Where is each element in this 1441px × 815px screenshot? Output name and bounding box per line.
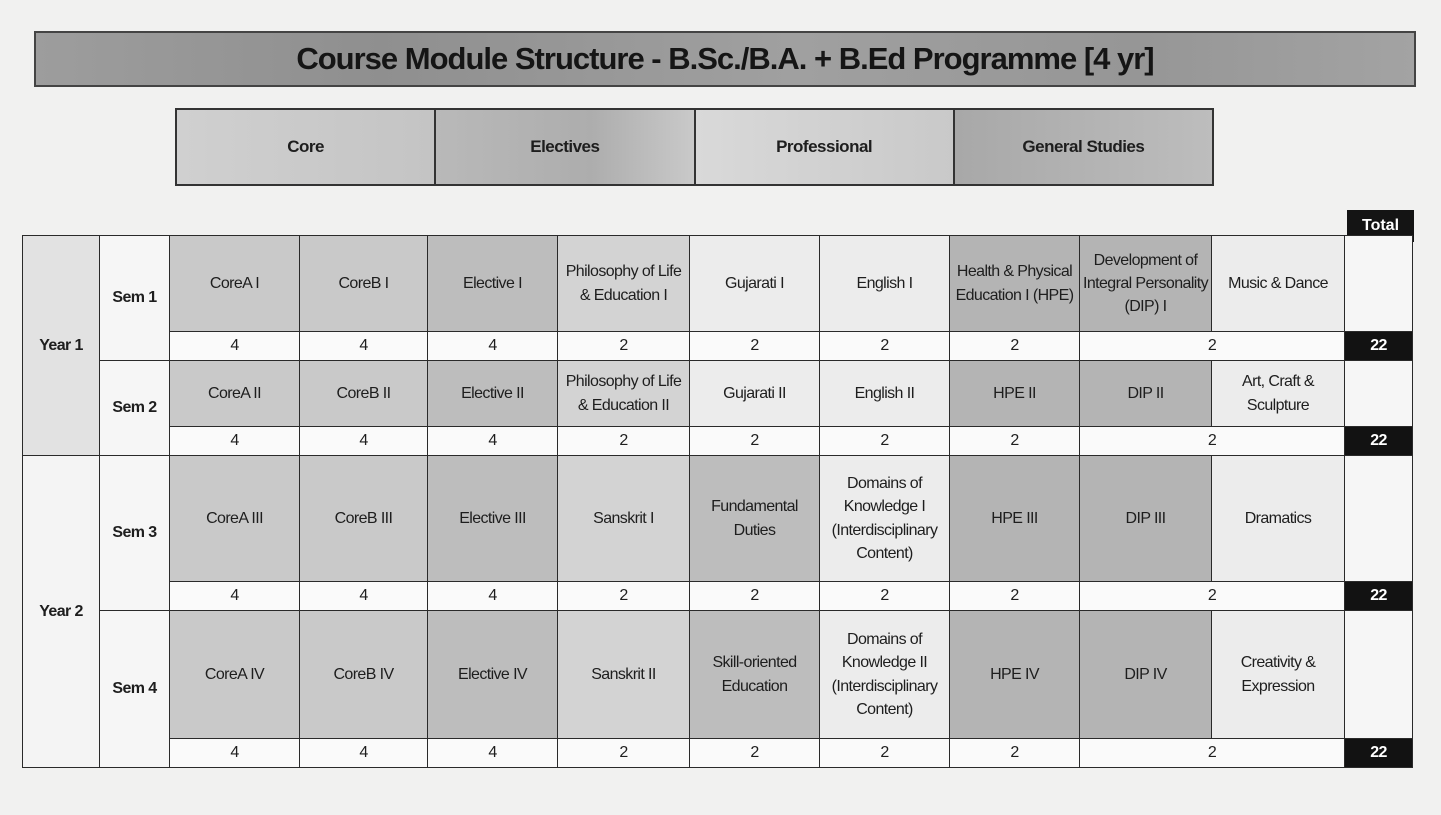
course-cell: Domains of Knowledge II (Interdisciplinary Content) (820, 611, 950, 739)
sem-label: Sem 2 (100, 361, 170, 456)
credit-cell: 2 (558, 739, 690, 768)
course-cell: Elective II (428, 361, 558, 427)
credit-cell: 2 (950, 332, 1080, 361)
credit-cell: 2 (820, 332, 950, 361)
credit-cell: 2 (820, 582, 950, 611)
credit-cell: 4 (300, 332, 428, 361)
credit-cell: 4 (170, 582, 300, 611)
credit-cell: 2 (1080, 332, 1345, 361)
legend-general-studies: General Studies (955, 110, 1212, 184)
sem-label: Sem 1 (100, 236, 170, 361)
year-label: Year 1 (23, 236, 100, 456)
credit-cell: 4 (300, 582, 428, 611)
course-cell: DIP IV (1080, 611, 1212, 739)
credit-cell: 2 (820, 739, 950, 768)
course-cell: CoreA IV (170, 611, 300, 739)
course-cell: Fundamental Duties (690, 456, 820, 582)
total-cell-blank (1345, 611, 1413, 739)
course-cell: Dramatics (1212, 456, 1345, 582)
course-cell: CoreB III (300, 456, 428, 582)
credit-cell: 4 (300, 427, 428, 456)
course-cell: Development of Integral Personality (DIP) I (1080, 236, 1212, 332)
page-title (34, 31, 1416, 87)
total-cell-blank (1345, 361, 1413, 427)
legend-professional: Professional (696, 110, 955, 184)
sem-label: Sem 3 (100, 456, 170, 611)
credit-cell: 2 (558, 332, 690, 361)
course-cell: CoreB I (300, 236, 428, 332)
course-cell: Gujarati I (690, 236, 820, 332)
course-cell: HPE III (950, 456, 1080, 582)
table-row (23, 236, 1413, 332)
credit-cell: 2 (1080, 427, 1345, 456)
course-cell: DIP II (1080, 361, 1212, 427)
category-legend (175, 108, 1214, 186)
legend-electives: Electives (436, 110, 695, 184)
course-cell: Gujarati II (690, 361, 820, 427)
module-table (22, 235, 1413, 768)
credit-cell: 2 (690, 582, 820, 611)
credit-cell: 4 (170, 427, 300, 456)
credit-row (23, 332, 1413, 361)
total-header: Total (1347, 210, 1414, 242)
credit-cell: 4 (428, 427, 558, 456)
credit-cell: 4 (170, 739, 300, 768)
legend-core: Core (177, 110, 436, 184)
course-cell: Music & Dance (1212, 236, 1345, 332)
course-cell: English II (820, 361, 950, 427)
credit-cell: 2 (950, 427, 1080, 456)
course-cell: Elective III (428, 456, 558, 582)
credit-cell: 2 (690, 332, 820, 361)
credit-cell: 2 (950, 582, 1080, 611)
credit-cell: 2 (950, 739, 1080, 768)
course-cell: CoreB IV (300, 611, 428, 739)
year-label: Year 2 (23, 456, 100, 768)
course-cell: CoreB II (300, 361, 428, 427)
course-cell: Health & Physical Education I (HPE) (950, 236, 1080, 332)
course-cell: HPE II (950, 361, 1080, 427)
credit-cell: 2 (690, 739, 820, 768)
credit-row (23, 427, 1413, 456)
course-cell: Creativity & Expression (1212, 611, 1345, 739)
course-cell: Domains of Knowledge I (Interdisciplinary Content) (820, 456, 950, 582)
course-cell: Skill-oriented Education (690, 611, 820, 739)
credit-cell: 4 (428, 739, 558, 768)
course-cell: Sanskrit II (558, 611, 690, 739)
course-cell: CoreA III (170, 456, 300, 582)
course-cell: Elective I (428, 236, 558, 332)
credit-cell: 2 (1080, 582, 1345, 611)
sem-label: Sem 4 (100, 611, 170, 768)
course-cell: Sanskrit I (558, 456, 690, 582)
table-row (23, 611, 1413, 739)
total-value: 22 (1345, 427, 1413, 456)
credit-cell: 2 (558, 427, 690, 456)
credit-cell: 4 (428, 582, 558, 611)
course-cell: CoreA II (170, 361, 300, 427)
credit-cell: 2 (558, 582, 690, 611)
total-cell-blank (1345, 236, 1413, 332)
total-cell-blank (1345, 456, 1413, 582)
course-cell: CoreA I (170, 236, 300, 332)
table-row (23, 456, 1413, 582)
credit-cell: 4 (300, 739, 428, 768)
course-cell: English I (820, 236, 950, 332)
credit-cell: 4 (428, 332, 558, 361)
course-cell: Elective IV (428, 611, 558, 739)
credit-row (23, 582, 1413, 611)
credit-cell: 2 (1080, 739, 1345, 768)
total-value: 22 (1345, 582, 1413, 611)
title-text: Course Module Structure - B.Sc./B.A. + B.Ed Programme [4 yr] (296, 41, 1154, 76)
credit-cell: 2 (820, 427, 950, 456)
credit-cell: 4 (170, 332, 300, 361)
credit-cell: 2 (690, 427, 820, 456)
course-cell: HPE IV (950, 611, 1080, 739)
total-value: 22 (1345, 739, 1413, 768)
total-value: 22 (1345, 332, 1413, 361)
table-row (23, 361, 1413, 427)
course-cell: DIP III (1080, 456, 1212, 582)
course-cell: Philosophy of Life & Education II (558, 361, 690, 427)
course-cell: Philosophy of Life & Education I (558, 236, 690, 332)
credit-row (23, 739, 1413, 768)
course-cell: Art, Craft & Sculpture (1212, 361, 1345, 427)
